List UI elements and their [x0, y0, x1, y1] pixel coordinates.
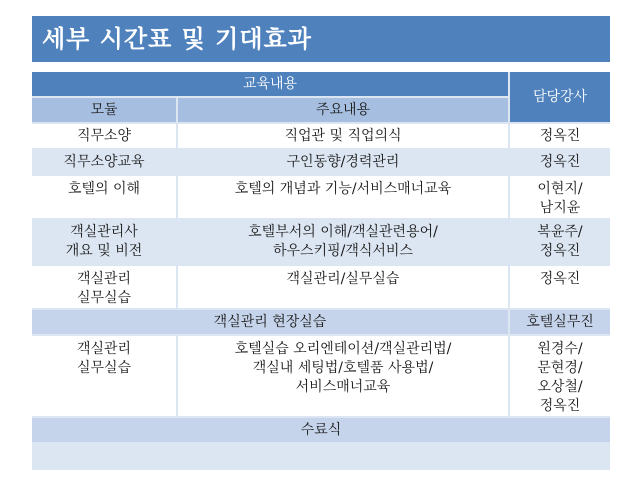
- row-instructor: 복윤주/ 정옥진: [510, 220, 610, 264]
- row-instructor: 정옥진: [510, 150, 610, 174]
- row-module: 객실관리 실무실습: [32, 266, 176, 308]
- row-content: 직업관 및 직업의식: [178, 124, 508, 148]
- row-module: 직무소양: [32, 124, 176, 148]
- row-empty: [32, 444, 610, 470]
- header-instructor: 담당강사: [510, 72, 610, 122]
- row-module: 호텔의 이해: [32, 176, 176, 218]
- row-merged-graduation: 수료식: [32, 418, 610, 442]
- row-module: 직무소양교육: [32, 150, 176, 174]
- row-module: 객실관리 실무실습: [32, 336, 176, 416]
- row-instructor: 호텔실무진: [510, 310, 610, 334]
- slide-title: 세부 시간표 및 기대효과: [32, 16, 610, 62]
- row-instructor: 정옥진: [510, 124, 610, 148]
- row-instructor: 원경수/ 문현경/ 오상철/ 정옥진: [510, 336, 610, 416]
- row-content: 호텔부서의 이해/객실관련용어/ 하우스키핑/객식서비스: [178, 220, 508, 264]
- header-module: 모듈: [32, 98, 176, 122]
- row-content: 구인동향/경력관리: [178, 150, 508, 174]
- header-education-content: 교육내용: [32, 72, 508, 96]
- header-main-content: 주요내용: [178, 98, 508, 122]
- row-instructor: 이현지/ 남지윤: [510, 176, 610, 218]
- row-content: 호텔실습 오리엔테이션/객실관리법/ 객실내 세팅법/호텔품 사용법/ 서비스매너교육: [178, 336, 508, 416]
- row-content: 호텔의 개념과 기능/서비스매너교육: [178, 176, 508, 218]
- row-merged-field-training: 객실관리 현장실습: [32, 310, 508, 334]
- row-module: 객실관리사 개요 및 비전: [32, 220, 176, 264]
- schedule-table: [32, 72, 610, 470]
- row-instructor: 정옥진: [510, 266, 610, 308]
- row-content: 객실관리/실무실습: [178, 266, 508, 308]
